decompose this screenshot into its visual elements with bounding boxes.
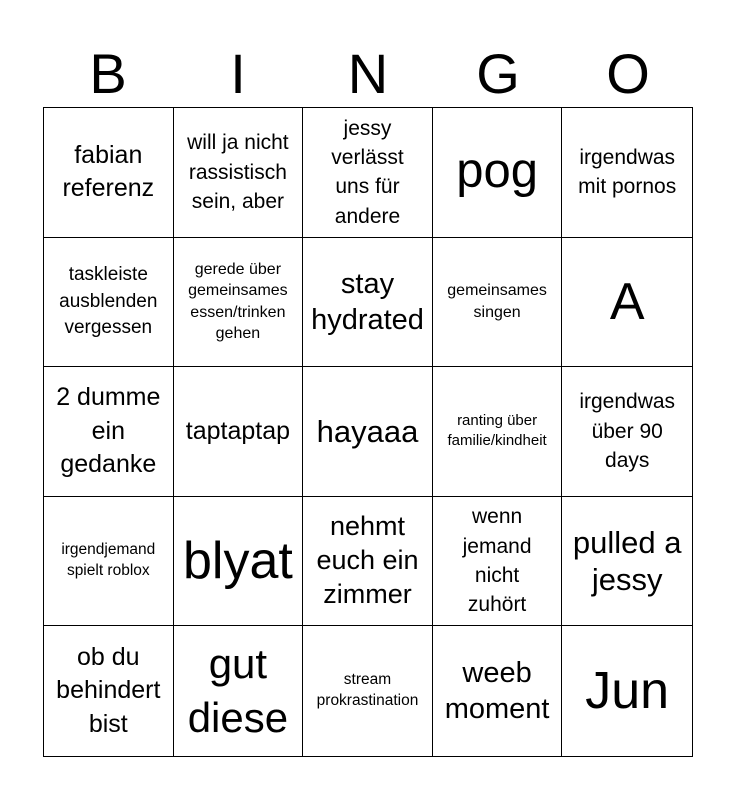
cell-text: 2 dumme ein gedanke (56, 382, 161, 479)
bingo-cell[interactable] (562, 367, 692, 497)
cell-text: stream prokrastination (316, 671, 419, 710)
bingo-cell[interactable] (44, 367, 174, 497)
cell-text: gut diese (187, 639, 289, 742)
bingo-header (43, 40, 693, 108)
bingo-cell[interactable] (303, 497, 433, 627)
bingo-cell[interactable] (174, 238, 304, 368)
bingo-cell[interactable] (174, 626, 304, 756)
cell-text: irgendwas über 90 days (579, 390, 676, 473)
cell-text: taptaptap (185, 416, 291, 445)
bingo-cell[interactable] (174, 497, 304, 627)
cell-text: pulled a jessy (572, 524, 682, 598)
cell-text: jessy verlässt uns für andere (331, 116, 404, 228)
bingo-cell[interactable] (303, 238, 433, 368)
cell-text: hayaaa (316, 413, 419, 449)
cell-text: A (609, 272, 645, 331)
bingo-cell[interactable] (44, 238, 174, 368)
bingo-cell[interactable] (174, 367, 304, 497)
bingo-cell[interactable] (44, 108, 174, 238)
cell-text: irgendwas mit pornos (578, 145, 677, 199)
header-letter-o: O (606, 42, 650, 105)
header-letter-n: N (347, 42, 389, 105)
bingo-board (43, 107, 693, 757)
cell-text: ranting über familie/kindheit (447, 412, 547, 450)
cell-text: fabian referenz (62, 140, 155, 203)
cell-text: gerede über gemeinsames essen/trinken gehen (188, 260, 288, 343)
cell-text: pog (456, 144, 538, 199)
bingo-cell[interactable] (562, 497, 692, 627)
bingo-cell[interactable] (433, 497, 563, 627)
bingo-cell[interactable] (433, 108, 563, 238)
cell-text: irgendjemand spielt roblox (61, 541, 156, 580)
cell-text: wenn jemand nicht zuhört (462, 505, 532, 617)
bingo-cell[interactable] (44, 497, 174, 627)
header-letter-g: G (476, 42, 520, 105)
bingo-cell[interactable] (562, 626, 692, 756)
cell-text: taskleiste ausblenden vergessen (59, 264, 158, 339)
bingo-cell[interactable] (433, 367, 563, 497)
bingo-cell[interactable] (303, 626, 433, 756)
bingo-cell[interactable] (303, 367, 433, 497)
bingo-cell[interactable] (562, 238, 692, 368)
cell-text: stay hydrated (311, 267, 424, 336)
bingo-cell[interactable] (44, 626, 174, 756)
cell-text: gemeinsames singen (447, 282, 547, 321)
cell-text: weeb moment (444, 656, 550, 726)
cell-text: will ja nicht rassistisch sein, aber (187, 131, 289, 213)
bingo-cell[interactable] (433, 626, 563, 756)
header-letter-i: I (230, 42, 246, 105)
cell-text: blyat (182, 532, 293, 591)
cell-text: Jun (585, 662, 670, 721)
bingo-cell[interactable] (562, 108, 692, 238)
bingo-cell[interactable] (303, 108, 433, 238)
header-letter-b: B (89, 42, 127, 105)
cell-text: ob du behindert bist (56, 642, 161, 739)
cell-text: nehmt euch ein zimmer (316, 511, 419, 609)
bingo-cell[interactable] (433, 238, 563, 368)
bingo-cell[interactable] (174, 108, 304, 238)
